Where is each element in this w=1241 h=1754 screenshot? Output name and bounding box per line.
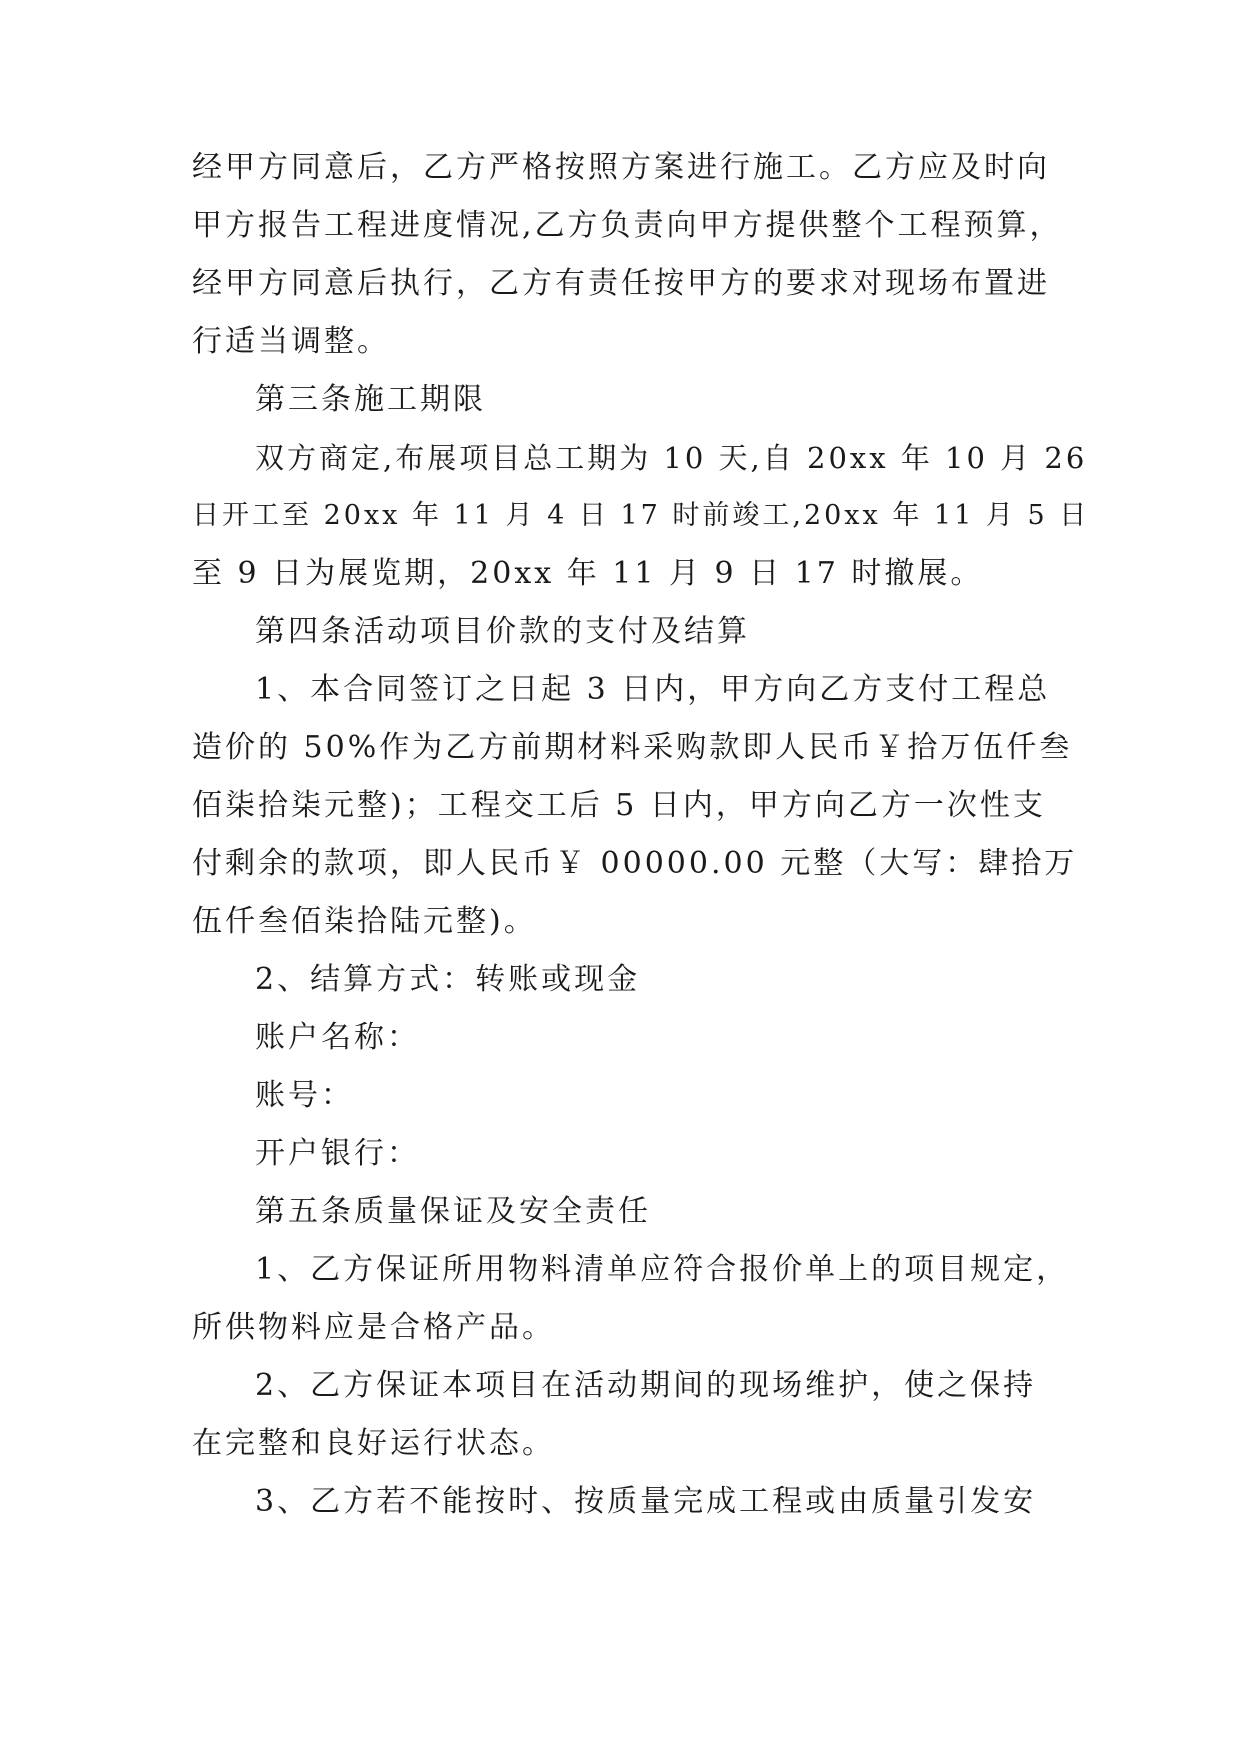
paragraph-line: 经甲方同意后，乙方严格按照方案进行施工。乙方应及时向 xyxy=(192,150,1050,185)
paragraph-line: 佰柒拾柒元整)；工程交工后 5 日内，甲方向乙方一次性支 xyxy=(192,788,1046,823)
paragraph-line: 1、乙方保证所用物料清单应符合报价单上的项目规定， xyxy=(255,1252,1070,1287)
paragraph-line: 甲方报告工程进度情况,乙方负责向甲方提供整个工程预算， xyxy=(192,208,1063,243)
paragraph-line: 在完整和良好运行状态。 xyxy=(192,1426,555,1461)
paragraph-line: 日开工至 20xx 年 11 月 4 日 17 时前竣工,20xx 年 11 月 5 日 xyxy=(192,500,1090,531)
paragraph-line: 所供物料应是合格产品。 xyxy=(192,1310,555,1345)
paragraph-line: 至 9 日为展览期，20xx 年 11 月 9 日 17 时撤展。 xyxy=(192,556,984,591)
paragraph-line: 2、结算方式：转账或现金 xyxy=(255,962,641,997)
paragraph-line: 行适当调整。 xyxy=(192,324,390,359)
paragraph-line: 2、乙方保证本项目在活动期间的现场维护，使之保持 xyxy=(255,1368,1037,1403)
paragraph-line: 造价的 50%作为乙方前期材料采购款即人民币￥拾万伍仟叁 xyxy=(192,730,1073,765)
paragraph-line: 1、本合同签订之日起 3 日内，甲方向乙方支付工程总 xyxy=(255,672,1051,707)
paragraph-line: 伍仟叁佰柒拾陆元整)。 xyxy=(192,904,537,939)
section-heading: 第五条质量保证及安全责任 xyxy=(255,1194,651,1229)
paragraph-line: 双方商定,布展项目总工期为 10 天,自 20xx 年 10 月 26 xyxy=(255,441,1088,475)
paragraph-line: 3、乙方若不能按时、按质量完成工程或由质量引发安 xyxy=(255,1484,1037,1519)
account-name-label: 账户名称： xyxy=(255,1020,420,1055)
section-heading: 第四条活动项目价款的支付及结算 xyxy=(255,614,750,649)
section-heading: 第三条施工期限 xyxy=(255,382,486,417)
paragraph-line: 付剩余的款项，即人民币￥ 00000.00 元整（大写：肆拾万 xyxy=(192,846,1078,881)
paragraph-line: 经甲方同意后执行，乙方有责任按甲方的要求对现场布置进 xyxy=(192,266,1050,301)
account-number-label: 账号： xyxy=(255,1078,354,1113)
bank-label: 开户银行： xyxy=(255,1136,420,1171)
